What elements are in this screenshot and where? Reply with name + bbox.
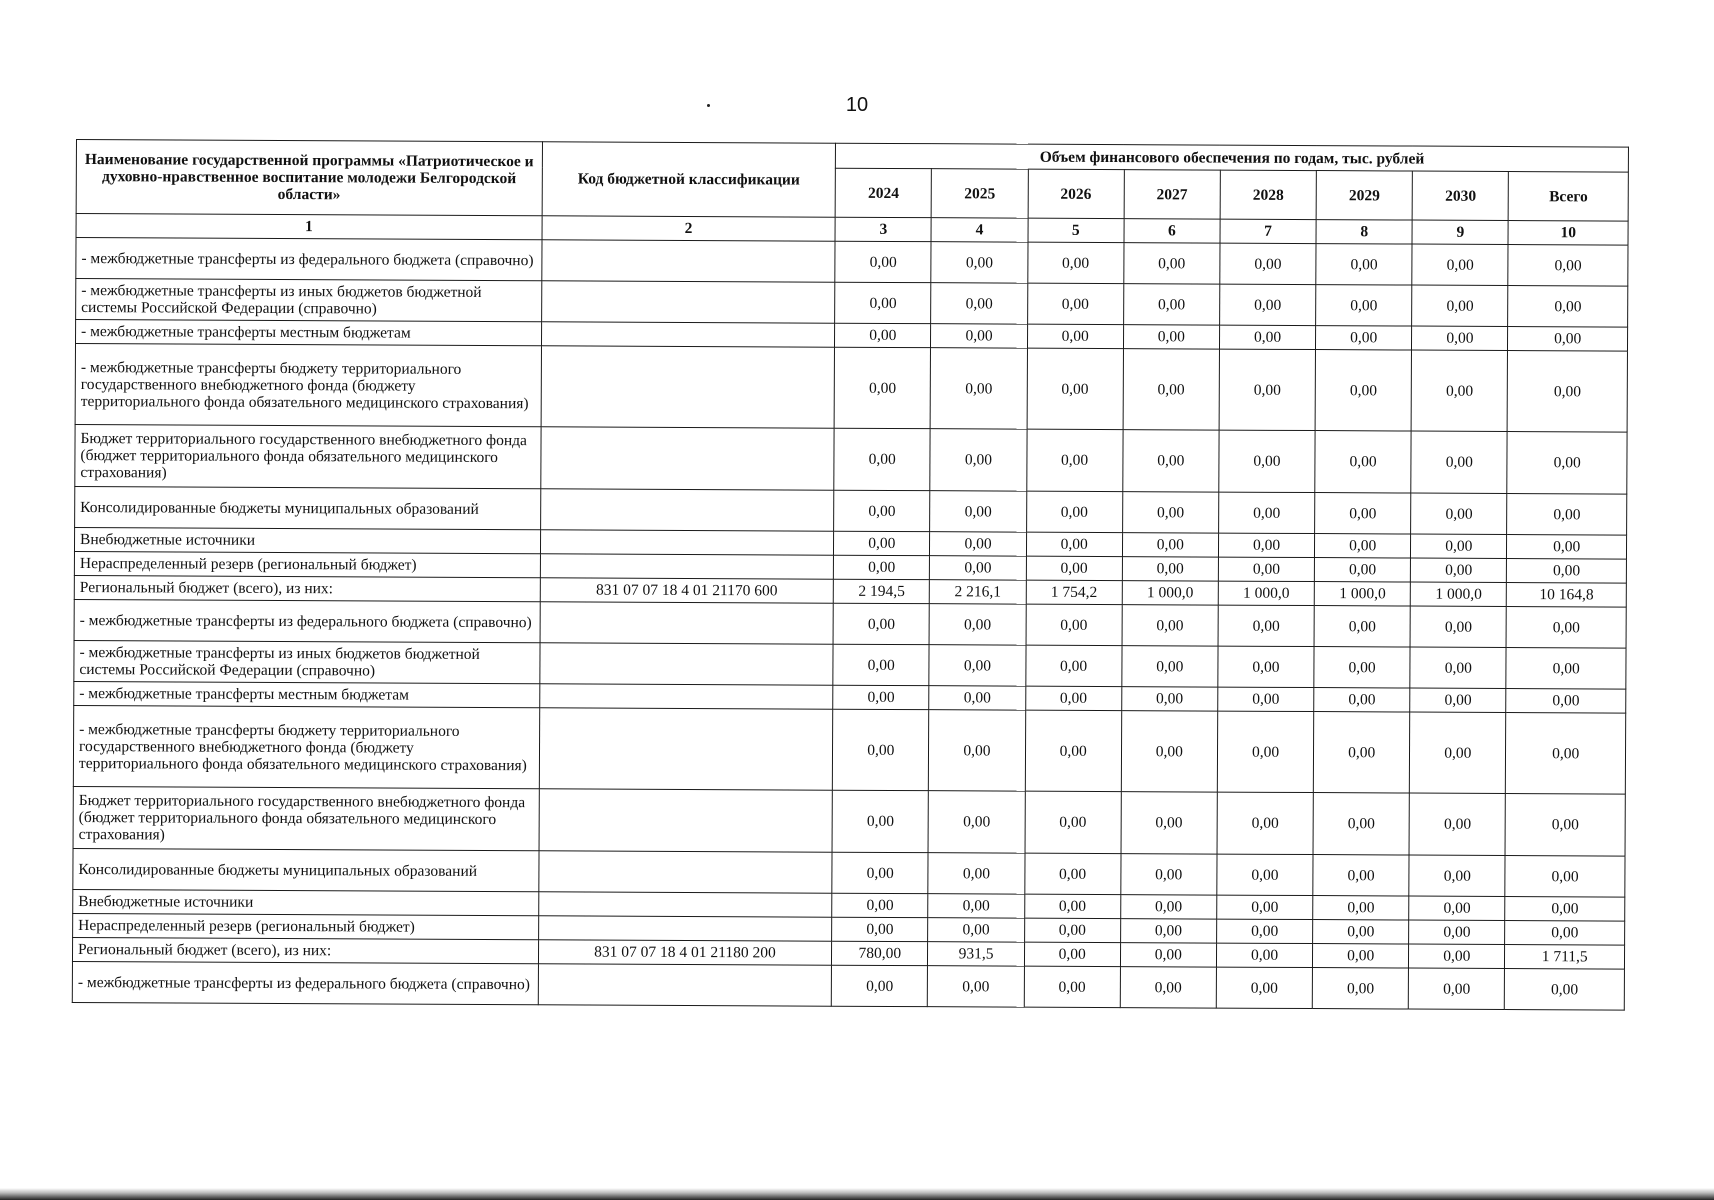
row-value-cell: 0,00	[835, 241, 931, 282]
row-value-cell: 0,00	[1313, 944, 1409, 968]
row-value-cell: 1 000,0	[1122, 581, 1218, 605]
row-total-cell: 0,00	[1508, 286, 1628, 328]
row-name-cell: Нераспределенный резерв (региональный бюджет)	[74, 551, 540, 577]
row-value-cell: 0,00	[1219, 349, 1316, 430]
row-total-cell: 1 711,5	[1505, 944, 1625, 969]
row-value-cell: 0,00	[1218, 646, 1314, 687]
row-value-cell: 0,00	[929, 604, 1025, 645]
row-value-cell: 0,00	[1123, 284, 1219, 325]
header-index-7: 7	[1220, 219, 1316, 243]
row-value-cell: 0,00	[1123, 349, 1220, 430]
row-code-cell	[541, 346, 835, 428]
header-index-5: 5	[1028, 218, 1124, 242]
row-code-cell	[539, 708, 833, 790]
row-value-cell: 0,00	[928, 853, 1024, 894]
row-value-cell: 0,00	[835, 282, 931, 323]
row-value-cell: 0,00	[1316, 326, 1412, 350]
row-value-cell: 0,00	[1409, 944, 1505, 968]
row-total-cell: 0,00	[1506, 688, 1626, 713]
row-value-cell: 0,00	[1218, 605, 1314, 646]
table-row	[73, 705, 1625, 794]
row-value-cell: 0,00	[1217, 895, 1313, 919]
row-value-cell: 0,00	[1026, 429, 1122, 491]
row-value-cell: 0,00	[1026, 604, 1122, 645]
row-value-cell: 0,00	[1314, 606, 1410, 647]
row-value-cell: 0,00	[1220, 243, 1316, 284]
table-row	[75, 424, 1627, 494]
row-name-cell: Консолидированные бюджеты муниципальных образований	[73, 848, 539, 891]
row-value-cell: 0,00	[1412, 326, 1508, 350]
row-value-cell: 0,00	[834, 531, 930, 555]
row-name-cell: - межбюджетные трансферты из федерального бюджета (справочно)	[72, 961, 538, 1004]
row-value-cell: 0,00	[834, 428, 930, 490]
scan-edge	[0, 1188, 1714, 1200]
row-code-cell	[538, 916, 832, 941]
row-code-cell	[538, 892, 832, 917]
row-value-cell: 0,00	[1121, 687, 1217, 711]
table-body	[72, 238, 1628, 1011]
row-total-cell: 0,00	[1508, 327, 1628, 352]
row-value-cell: 0,00	[1219, 492, 1315, 533]
row-value-cell: 0,00	[834, 347, 931, 428]
row-value-cell: 0,00	[832, 790, 928, 852]
header-year-3: 2026	[1028, 169, 1124, 218]
row-total-cell: 0,00	[1508, 245, 1628, 287]
header-year-7: 2030	[1412, 171, 1508, 220]
header-index-9: 9	[1412, 220, 1508, 244]
header-year-4: 2027	[1124, 170, 1220, 219]
row-value-cell: 0,00	[931, 283, 1027, 324]
row-value-cell: 0,00	[1025, 710, 1122, 791]
row-total-cell: 0,00	[1507, 493, 1627, 535]
row-value-cell: 0,00	[930, 429, 1026, 491]
row-value-cell: 0,00	[1027, 242, 1123, 283]
row-value-cell: 0,00	[1314, 558, 1410, 582]
row-value-cell: 0,00	[1409, 793, 1505, 855]
header-index-4: 4	[931, 218, 1027, 242]
row-value-cell: 0,00	[1316, 244, 1412, 285]
row-code-cell	[541, 281, 835, 323]
row-value-cell: 0,00	[1217, 919, 1313, 943]
header-year-1: 2024	[835, 168, 931, 217]
row-name-cell: - межбюджетные трансферты бюджету территориального государственного внебюджетного фонда (бюджету территориального фонда обязательного медицинского страхования)	[75, 344, 541, 427]
row-value-cell: 0,00	[1026, 556, 1122, 580]
row-value-cell: 1 754,2	[1026, 580, 1122, 604]
row-value-cell: 0,00	[929, 710, 1026, 791]
row-total-cell: 0,00	[1506, 712, 1626, 794]
header-budget-code: Код бюджетной классификации	[542, 142, 836, 217]
row-value-cell: 0,00	[930, 532, 1026, 556]
table-row	[72, 961, 1624, 1010]
header-year-8: Всего	[1509, 172, 1629, 222]
row-code-cell: 831 07 07 18 4 01 21180 200	[538, 940, 832, 965]
row-value-cell: 1 000,0	[1411, 582, 1507, 606]
row-value-cell: 0,00	[1024, 966, 1120, 1007]
row-value-cell: 0,00	[1218, 687, 1314, 711]
budget-table	[72, 139, 1629, 1011]
row-name-cell: Региональный бюджет (всего), из них:	[74, 575, 540, 601]
header-year-2: 2025	[932, 169, 1028, 218]
table-row	[73, 786, 1625, 856]
row-value-cell: 0,00	[1313, 896, 1409, 920]
row-value-cell: 0,00	[930, 556, 1026, 580]
row-value-cell: 2 216,1	[930, 580, 1026, 604]
row-value-cell: 0,00	[1410, 712, 1507, 793]
row-value-cell: 0,00	[1122, 605, 1218, 646]
row-code-cell	[540, 489, 834, 531]
row-name-cell: Бюджет территориального государственного внебюджетного фонда (бюджет территориального фонда обязательного медицинского страхования)	[75, 424, 541, 488]
row-code-cell: 831 07 07 18 4 01 21170 600	[540, 578, 834, 603]
row-value-cell: 0,00	[832, 965, 928, 1006]
row-value-cell: 0,00	[1024, 942, 1120, 966]
row-value-cell: 0,00	[1217, 711, 1314, 792]
row-value-cell: 0,00	[1412, 244, 1508, 285]
header-year-5: 2028	[1220, 170, 1316, 219]
row-value-cell: 0,00	[1122, 557, 1218, 581]
row-total-cell: 0,00	[1505, 855, 1625, 897]
row-value-cell: 0,00	[1410, 606, 1506, 647]
row-total-cell: 0,00	[1506, 647, 1626, 689]
row-value-cell: 0,00	[1411, 534, 1507, 558]
row-name-cell: - межбюджетные трансферты из иных бюджетов бюджетной системы Российской Федерации (справочно)	[74, 640, 540, 683]
row-code-cell	[540, 554, 834, 579]
row-value-cell: 0,00	[1217, 792, 1313, 854]
row-value-cell: 0,00	[928, 894, 1024, 918]
row-value-cell: 0,00	[1025, 686, 1121, 710]
row-value-cell: 0,00	[1312, 968, 1408, 1009]
row-value-cell: 0,00	[1313, 793, 1409, 855]
row-name-cell: Консолидированные бюджеты муниципальных образований	[75, 486, 541, 529]
row-value-cell: 0,00	[1024, 918, 1120, 942]
row-name-cell: Региональный бюджет (всего), из них:	[72, 937, 538, 963]
row-total-cell: 0,00	[1505, 896, 1625, 921]
page-number: 10	[845, 94, 869, 116]
row-name-cell: Бюджет территориального государственного внебюджетного фонда (бюджет территориального фонда обязательного медицинского страхования)	[73, 786, 539, 850]
row-value-cell: 0,00	[1314, 647, 1410, 688]
row-value-cell: 0,00	[928, 791, 1024, 853]
row-value-cell: 1 000,0	[1314, 582, 1410, 606]
row-value-cell: 0,00	[1316, 285, 1412, 326]
row-value-cell: 0,00	[1120, 895, 1216, 919]
row-value-cell: 780,00	[832, 941, 928, 965]
row-code-cell	[539, 684, 833, 709]
row-value-cell: 0,00	[1122, 646, 1218, 687]
row-total-cell: 0,00	[1507, 534, 1627, 559]
row-value-cell: 0,00	[1024, 894, 1120, 918]
row-value-cell: 0,00	[1026, 491, 1122, 532]
row-value-cell: 0,00	[1025, 791, 1121, 853]
row-value-cell: 0,00	[1120, 919, 1216, 943]
row-value-cell: 0,00	[833, 644, 929, 685]
row-value-cell: 0,00	[1025, 645, 1121, 686]
row-value-cell: 0,00	[1315, 534, 1411, 558]
header-row-top	[76, 140, 1628, 173]
row-value-cell: 0,00	[1121, 792, 1217, 854]
row-value-cell: 0,00	[1315, 350, 1412, 431]
row-value-cell: 931,5	[928, 942, 1024, 966]
row-value-cell: 0,00	[1313, 712, 1410, 793]
row-value-cell: 0,00	[1411, 431, 1507, 493]
row-value-cell: 0,00	[832, 852, 928, 893]
row-value-cell: 0,00	[833, 685, 929, 709]
row-name-cell: Внебюджетные источники	[74, 527, 540, 553]
row-code-cell	[540, 427, 834, 490]
row-value-cell: 2 194,5	[833, 579, 929, 603]
row-total-cell: 0,00	[1508, 351, 1628, 433]
header-year-6: 2029	[1316, 171, 1412, 220]
row-value-cell: 0,00	[834, 490, 930, 531]
row-value-cell: 1 000,0	[1218, 581, 1314, 605]
row-value-cell: 0,00	[1313, 920, 1409, 944]
row-value-cell: 0,00	[1027, 324, 1123, 348]
row-name-cell: Нераспределенный резерв (региональный бюджет)	[73, 913, 539, 939]
row-value-cell: 0,00	[1409, 968, 1505, 1009]
row-value-cell: 0,00	[1121, 854, 1217, 895]
row-value-cell: 0,00	[1120, 943, 1216, 967]
row-value-cell: 0,00	[1411, 493, 1507, 534]
row-value-cell: 0,00	[1217, 854, 1313, 895]
row-value-cell: 0,00	[1121, 711, 1218, 792]
row-value-cell: 0,00	[1410, 647, 1506, 688]
row-value-cell: 0,00	[1412, 285, 1508, 326]
row-value-cell: 0,00	[832, 917, 928, 941]
row-value-cell: 0,00	[929, 645, 1025, 686]
row-total-cell: 0,00	[1505, 920, 1625, 945]
row-code-cell	[538, 964, 832, 1006]
header-program-name: Наименование государственной программы «Патриотическое и духовно-нравственное воспитание молодежи Белгородской области»	[76, 140, 542, 216]
row-value-cell: 0,00	[1123, 325, 1219, 349]
row-value-cell: 0,00	[834, 555, 930, 579]
row-value-cell: 0,00	[929, 686, 1025, 710]
row-value-cell: 0,00	[1124, 243, 1220, 284]
row-value-cell: 0,00	[1122, 533, 1218, 557]
row-value-cell: 0,00	[1024, 853, 1120, 894]
row-code-cell	[540, 602, 834, 644]
row-value-cell: 0,00	[931, 242, 1027, 283]
row-value-cell: 0,00	[1220, 284, 1316, 325]
row-value-cell: 0,00	[1409, 896, 1505, 920]
row-total-cell: 10 164,8	[1507, 582, 1627, 607]
row-value-cell: 0,00	[1314, 688, 1410, 712]
budget-table-sheet	[72, 139, 1629, 1011]
row-value-cell: 0,00	[1410, 688, 1506, 712]
row-value-cell: 0,00	[930, 491, 1026, 532]
scan-dot	[707, 104, 710, 107]
row-value-cell: 0,00	[1411, 350, 1508, 431]
row-value-cell: 0,00	[1027, 348, 1124, 429]
row-value-cell: 0,00	[1411, 558, 1507, 582]
row-total-cell: 0,00	[1505, 968, 1625, 1010]
header-index-8: 8	[1316, 220, 1412, 244]
header-index-1: 1	[76, 214, 542, 240]
row-value-cell: 0,00	[835, 323, 931, 347]
row-value-cell: 0,00	[931, 324, 1027, 348]
row-code-cell	[538, 851, 832, 893]
row-code-cell	[540, 643, 834, 685]
header-volume-group: Объем финансового обеспечения по годам, тыс. рублей	[836, 143, 1629, 172]
row-value-cell: 0,00	[928, 966, 1024, 1007]
row-value-cell: 0,00	[931, 348, 1028, 429]
row-value-cell: 0,00	[1123, 430, 1219, 492]
row-name-cell: - межбюджетные трансферты из иных бюджетов бюджетной системы Российской Федерации (справочно)	[76, 279, 542, 322]
row-value-cell: 0,00	[1409, 920, 1505, 944]
row-value-cell: 0,00	[1218, 533, 1314, 557]
row-total-cell: 0,00	[1505, 793, 1625, 856]
row-value-cell: 0,00	[928, 918, 1024, 942]
row-total-cell: 0,00	[1507, 431, 1627, 494]
header-index-2: 2	[542, 216, 836, 241]
row-value-cell: 0,00	[1409, 855, 1505, 896]
row-name-cell: - межбюджетные трансферты местным бюджетам	[74, 681, 540, 707]
row-name-cell: Внебюджетные источники	[73, 889, 539, 915]
row-value-cell: 0,00	[1122, 492, 1218, 533]
row-value-cell: 0,00	[832, 893, 928, 917]
header-index-10: 10	[1508, 221, 1628, 246]
row-value-cell: 0,00	[1216, 943, 1312, 967]
row-total-cell: 0,00	[1507, 558, 1627, 583]
row-code-cell	[539, 789, 833, 852]
row-name-cell: - межбюджетные трансферты местным бюджетам	[76, 320, 542, 346]
row-total-cell: 0,00	[1506, 606, 1626, 648]
row-value-cell: 0,00	[1216, 967, 1312, 1008]
row-value-cell: 0,00	[1120, 967, 1216, 1008]
table-row	[75, 344, 1627, 433]
row-value-cell: 0,00	[1313, 855, 1409, 896]
row-code-cell	[541, 240, 835, 282]
row-name-cell: - межбюджетные трансферты из федерального бюджета (справочно)	[74, 599, 540, 642]
row-name-cell: - межбюджетные трансферты бюджету территориального государственного внебюджетного фонда (бюджету территориального фонда обязательного медицинского страхования)	[73, 705, 539, 788]
row-code-cell	[540, 530, 834, 555]
header-index-3: 3	[835, 217, 931, 241]
row-code-cell	[541, 322, 835, 347]
row-value-cell: 0,00	[1218, 557, 1314, 581]
row-value-cell: 0,00	[1315, 493, 1411, 534]
row-name-cell: - межбюджетные трансферты из федерального бюджета (справочно)	[76, 238, 542, 281]
row-value-cell: 0,00	[833, 603, 929, 644]
row-value-cell: 0,00	[1027, 283, 1123, 324]
row-value-cell: 0,00	[833, 709, 930, 790]
header-index-6: 6	[1124, 219, 1220, 243]
row-value-cell: 0,00	[1219, 430, 1315, 492]
row-value-cell: 0,00	[1315, 431, 1411, 493]
row-value-cell: 0,00	[1026, 532, 1122, 556]
row-value-cell: 0,00	[1219, 325, 1315, 349]
